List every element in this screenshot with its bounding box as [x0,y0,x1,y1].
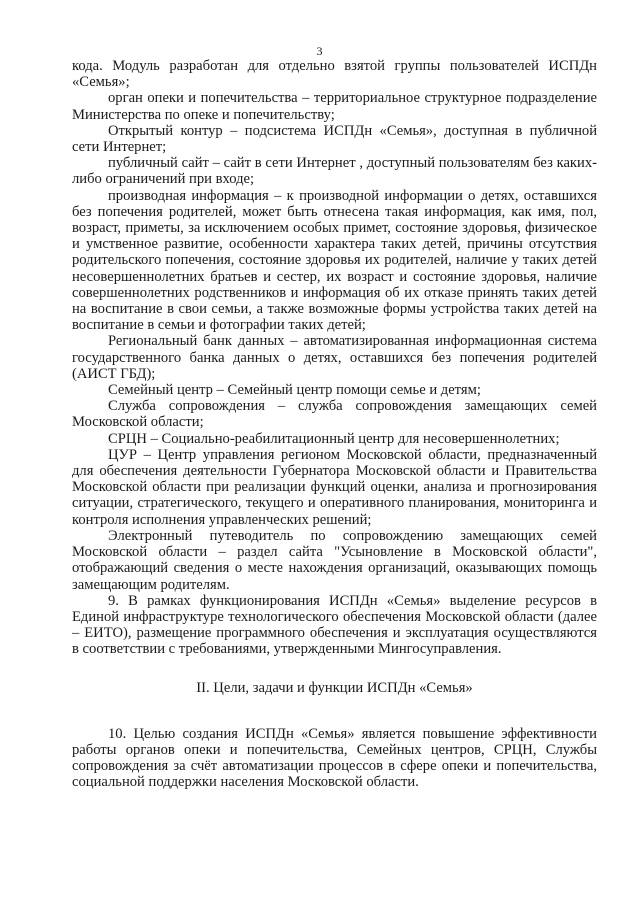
paragraph-item-10: 10. Целью создания ИСПДн «Семья» является повышение эффективности работы органов опеки и попечительства, Семейных центров, СРЦН, Службы сопровождения за счёт автоматизации процессов в сфере опеки и попечительства, социальной поддержки населения Московской области. [72,725,597,791]
paragraph-electronic-guide: Электронный путеводитель по сопровождению замещающих семей Московской области – раздел сайта "Усыновление в Московской области", отображающий сведения о месте нахождения организаций, оказывающих помощь замещающим родителям. [72,527,597,593]
document-body [72,58,597,791]
paragraph-support-service: Служба сопровождения – служба сопровождения замещающих семей Московской области; [72,398,597,431]
paragraph-public-site: публичный сайт – сайт в сети Интернет , доступный пользователям без каких-либо ограничений при входе; [72,155,597,188]
paragraph-item-9: 9. В рамках функционирования ИСПДн «Семья» выделение ресурсов в Единой инфраструктуре технологического обеспечения Московской области (далее – ЕИТО), размещение программного обеспечения и эксплуатация осуществляются в соответствии с требованиями, утвержденными Мингосуправления. [72,592,597,658]
paragraph-srcn: СРЦН – Социально-реабилитационный центр для несовершеннолетних; [108,430,560,447]
page-number: 3 [316,44,323,58]
paragraph-regional-data-bank: Региональный банк данных – автоматизированная информационная система государственного банка данных о детях, оставшихся без попечения родителей (АИСТ ГБД); [72,333,597,382]
paragraph-cur: ЦУР – Центр управления регионом Московской области, предназначенный для обеспечения деятельности Губернатора Московской области и Правительства Московской области при реализации функций оценки, анализа и прогнозирования ситуации, стратегического, текущего и оперативного планирования, мониторинга и контроля исполнения управленческих решений; [72,446,597,528]
paragraph-module-continuation: кода. Модуль разработан для отдельно взятой группы пользователей ИСПДн «Семья»; [72,58,597,91]
paragraph-guardianship-authority: орган опеки и попечительства – территориальное структурное подразделение Министерства по опеке и попечительству; [72,90,597,123]
paragraph-derived-information: производная информация – к производной информации о детях, оставшихся без попечения родителей, может быть отнесена такая информация, как имя, пол, возраст, приметы, за исключением особых примет, состояние здоровья, физическое и умственное развитие, особенности характера таких детей, причины отсутствия родительского попечения, состояние здоровья их родителей, наличие у таких детей несовершеннолетних братьев и сестер, их возраст и состояние здоровья, наличие совершеннолетних родственников и информация об их отказе принять таких детей на воспитание в свои семьи, а также возможные формы устройства таких детей на воспитание в семьи и фотографии таких детей; [72,187,597,334]
paragraph-family-center: Семейный центр – Семейный центр помощи семье и детям; [108,382,481,399]
paragraph-open-contour: Открытый контур – подсистема ИСПДн «Семья», доступная в публичной сети Интернет; [72,122,597,156]
section-heading: II. Цели, задачи и функции ИСПДн «Семья» [196,679,473,696]
